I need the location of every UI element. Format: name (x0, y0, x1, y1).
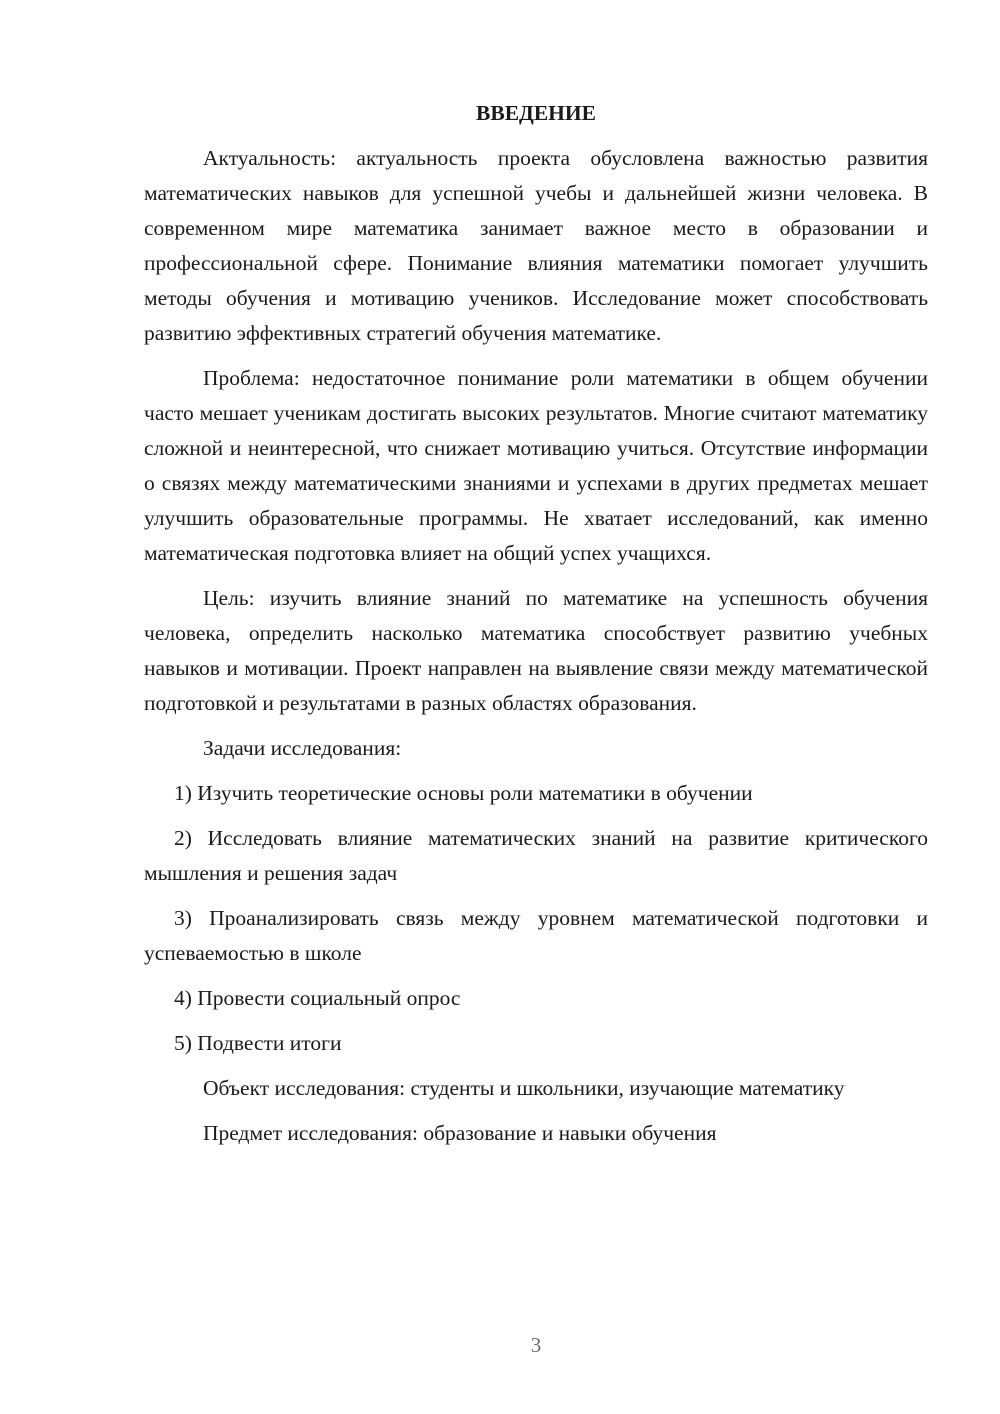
task-item-2: 2) Исследовать влияние математических знаний на развитие критического мышления и решения задач (144, 826, 928, 885)
section-heading: ВВЕДЕНИЕ (476, 101, 596, 125)
task-item-4: 4) Провести социальный опрос (174, 986, 461, 1010)
task-item-1: 1) Изучить теоретические основы роли математики в обучении (174, 781, 753, 805)
paragraph-problem: Проблема: недостаточное понимание роли математики в общем обучении часто мешает ученикам достигать высоких результатов. Многие считают математику сложной и неинтересной, что снижает мотивацию учиться. Отсутствие информации о связях между математическими знаниями и успехами в других предметах мешает улучшить образовательные программы. Не хватает исследований, как именно математическая подготовка влияет на общий успех учащихся. (144, 366, 928, 565)
tasks-title: Задачи исследования: (203, 736, 402, 760)
paragraph-subject: Предмет исследования: образование и навыки обучения (203, 1121, 717, 1145)
paragraph-relevance: Актуальность: актуальность проекта обусловлена важностью развития математических навыков для успешной учебы и дальнейшей жизни человека. В современном мире математика занимает важное место в образовании и профессиональной сфере. Понимание влияния математики помогает улучшить методы обучения и мотивацию учеников. Исследование может способствовать развитию эффективных стратегий обучения математике. (144, 146, 928, 345)
page-number: 3 (530, 1333, 542, 1357)
paragraph-object: Объект исследования: студенты и школьники, изучающие математику (203, 1076, 845, 1100)
page-content (144, 96, 928, 1161)
task-item-3: 3) Проанализировать связь между уровнем математической подготовки и успеваемостью в школе (144, 906, 928, 965)
task-item-5: 5) Подвести итоги (174, 1031, 342, 1055)
paragraph-goal: Цель: изучить влияние знаний по математике на успешность обучения человека, определить насколько математика способствует развитию учебных навыков и мотивации. Проект направлен на выявление связи между математической подготовкой и результатами в разных областях образования. (144, 586, 928, 715)
